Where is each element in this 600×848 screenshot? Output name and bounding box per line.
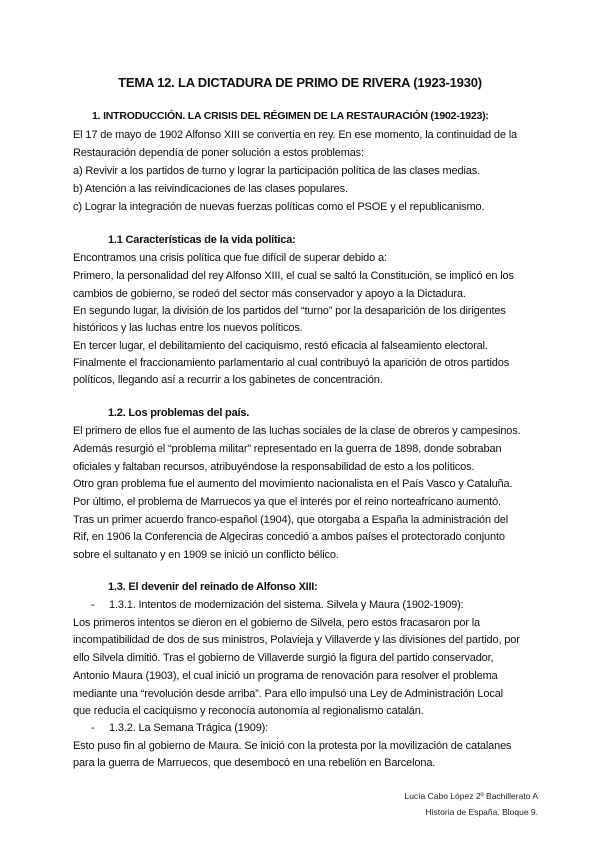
section-1-1-line: En segundo lugar, la división de los partidos del “turno” por la desaparición de los dirigentes <box>73 305 506 317</box>
section-1-1-line: históricos y las luchas entre los nuevos políticos. <box>73 322 303 334</box>
section-1-2-line: oficiales y faltaban recursos, atribuyéndose la responsabilidad de esto a los políticos. <box>73 461 475 473</box>
section-1-1-line: políticos, llegando así a recurrir a los gabinetes de concentración. <box>73 374 383 386</box>
section-1-line: Restauración dependía de poner solución a estos problemas: <box>73 147 364 159</box>
subsection-1-3-2: - 1.3.2. La Semana Trágica (1909): <box>91 722 269 734</box>
section-1-2-line: Rif, en 1906 la Conferencia de Algeciras concedió a ambos países el protectorado conjunto <box>73 531 505 543</box>
section-1-2-heading: 1.2. Los problemas del país. <box>108 407 250 419</box>
section-1-3-2-line: Esto puso fin al gobierno de Maura. Se inició con la protesta por la movilización de catalanes <box>73 740 512 752</box>
section-1-3-1-line: que reducía el caciquismo y reconocía autonomía al regionalismo catalán. <box>73 705 424 717</box>
section-1-2-line: Por último, el problema de Marruecos ya que el interés por el reino norteafricano aumentó. <box>73 496 501 508</box>
section-1-line: b) Atención a las reivindicaciones de las clases populares. <box>73 183 348 195</box>
section-1-1-line: Primero, la personalidad del rey Alfonso XIII, el cual se saltó la Constitución, se implicó en los <box>73 270 514 282</box>
section-1-3-1-line: incompatibilidad de dos de sus ministros, Polavieja y Villaverde y las divisiones del partido, por <box>73 634 520 646</box>
section-1-3-heading: 1.3. El devenir del reinado de Alfonso XIII: <box>108 581 318 593</box>
section-1-2-line: Además resurgió el “problema militar” representado en la guerra de 1898, donde sobraban <box>73 443 502 455</box>
section-1-1-line: En tercer lugar, el debilitamiento del caciquismo, restó eficacia al falseamiento electoral. <box>73 340 488 352</box>
section-1-2-line: sobre el sultanato y en 1909 se inició un conflicto bélico. <box>73 549 339 561</box>
section-1-1-line: cambios de gobierno, se rodeó del sector más conservador y apoyo a la Dictadura. <box>73 288 466 300</box>
section-1-line: c) Lograr la integración de nuevas fuerzas políticas como el PSOE y el republicanismo. <box>73 201 485 213</box>
section-1-1-line: Encontramos una crisis política que fue difícil de superar debido a: <box>73 252 387 264</box>
section-1-2-line: Otro gran problema fue el aumento del movimiento nacionalista en el País Vasco y Cataluña. <box>73 478 513 490</box>
page-title: TEMA 12. LA DICTADURA DE PRIMO DE RIVERA (1923-1930) <box>118 75 482 90</box>
subsection-1-3-1: - 1.3.1. Intentos de modernización del sistema. Silvela y Maura (1902-1909): <box>91 599 464 611</box>
section-1-2-line: El primero de ellos fue el aumento de las luchas sociales de la clase de obreros y campesinos. <box>73 425 521 437</box>
footer-subject: Historia de España. Bloque 9. <box>425 807 538 817</box>
footer-author: Lucía Cabo López 2º Bachillerato A <box>404 791 538 801</box>
section-1-line: a) Revivir a los partidos de turno y lograr la participación política de las clases medias. <box>73 165 480 177</box>
section-1-heading: 1. INTRODUCCIÓN. LA CRISIS DEL RÉGIMEN DE LA RESTAURACIÓN (1902-1923): <box>92 110 489 122</box>
section-1-3-1-line: ello Silvela dimitió. Tras el gobierno de Villaverde surgió la figura del partido conservador, <box>73 652 494 664</box>
section-1-3-2-line: para la guerra de Marruecos, que desembocó en una rebelión en Barcelona. <box>73 757 436 769</box>
section-1-3-1-line: Los primeros intentos se dieron en el gobierno de Silvela, pero estos fracasaron por la <box>73 617 481 629</box>
section-1-1-heading: 1.1 Características de la vida política: <box>108 234 296 246</box>
section-1-line: El 17 de mayo de 1902 Alfonso XIII se convertía en rey. En ese momento, la continuidad de la <box>73 129 518 141</box>
section-1-2-line: Tras un primer acuerdo franco-español (1904), que otorgaba a España la administración del <box>73 514 509 526</box>
subsection-1-3-2-label: 1.3.2. La Semana Trágica (1909): <box>109 722 269 734</box>
subsection-1-3-1-label: 1.3.1. Intentos de modernización del sistema. Silvela y Maura (1902-1909): <box>109 599 464 611</box>
section-1-3-1-line: mediante una “revolución desde arriba”. Para ello impulsó una Ley de Administración Local <box>73 688 503 700</box>
section-1-3-1-line: Antonio Maura (1903), el cual inició un programa de renovación para resolver el problema <box>73 670 498 682</box>
section-1-1-line: Finalmente el fraccionamiento parlamentario al cual contribuyó la aparición de otros partidos <box>73 357 510 369</box>
